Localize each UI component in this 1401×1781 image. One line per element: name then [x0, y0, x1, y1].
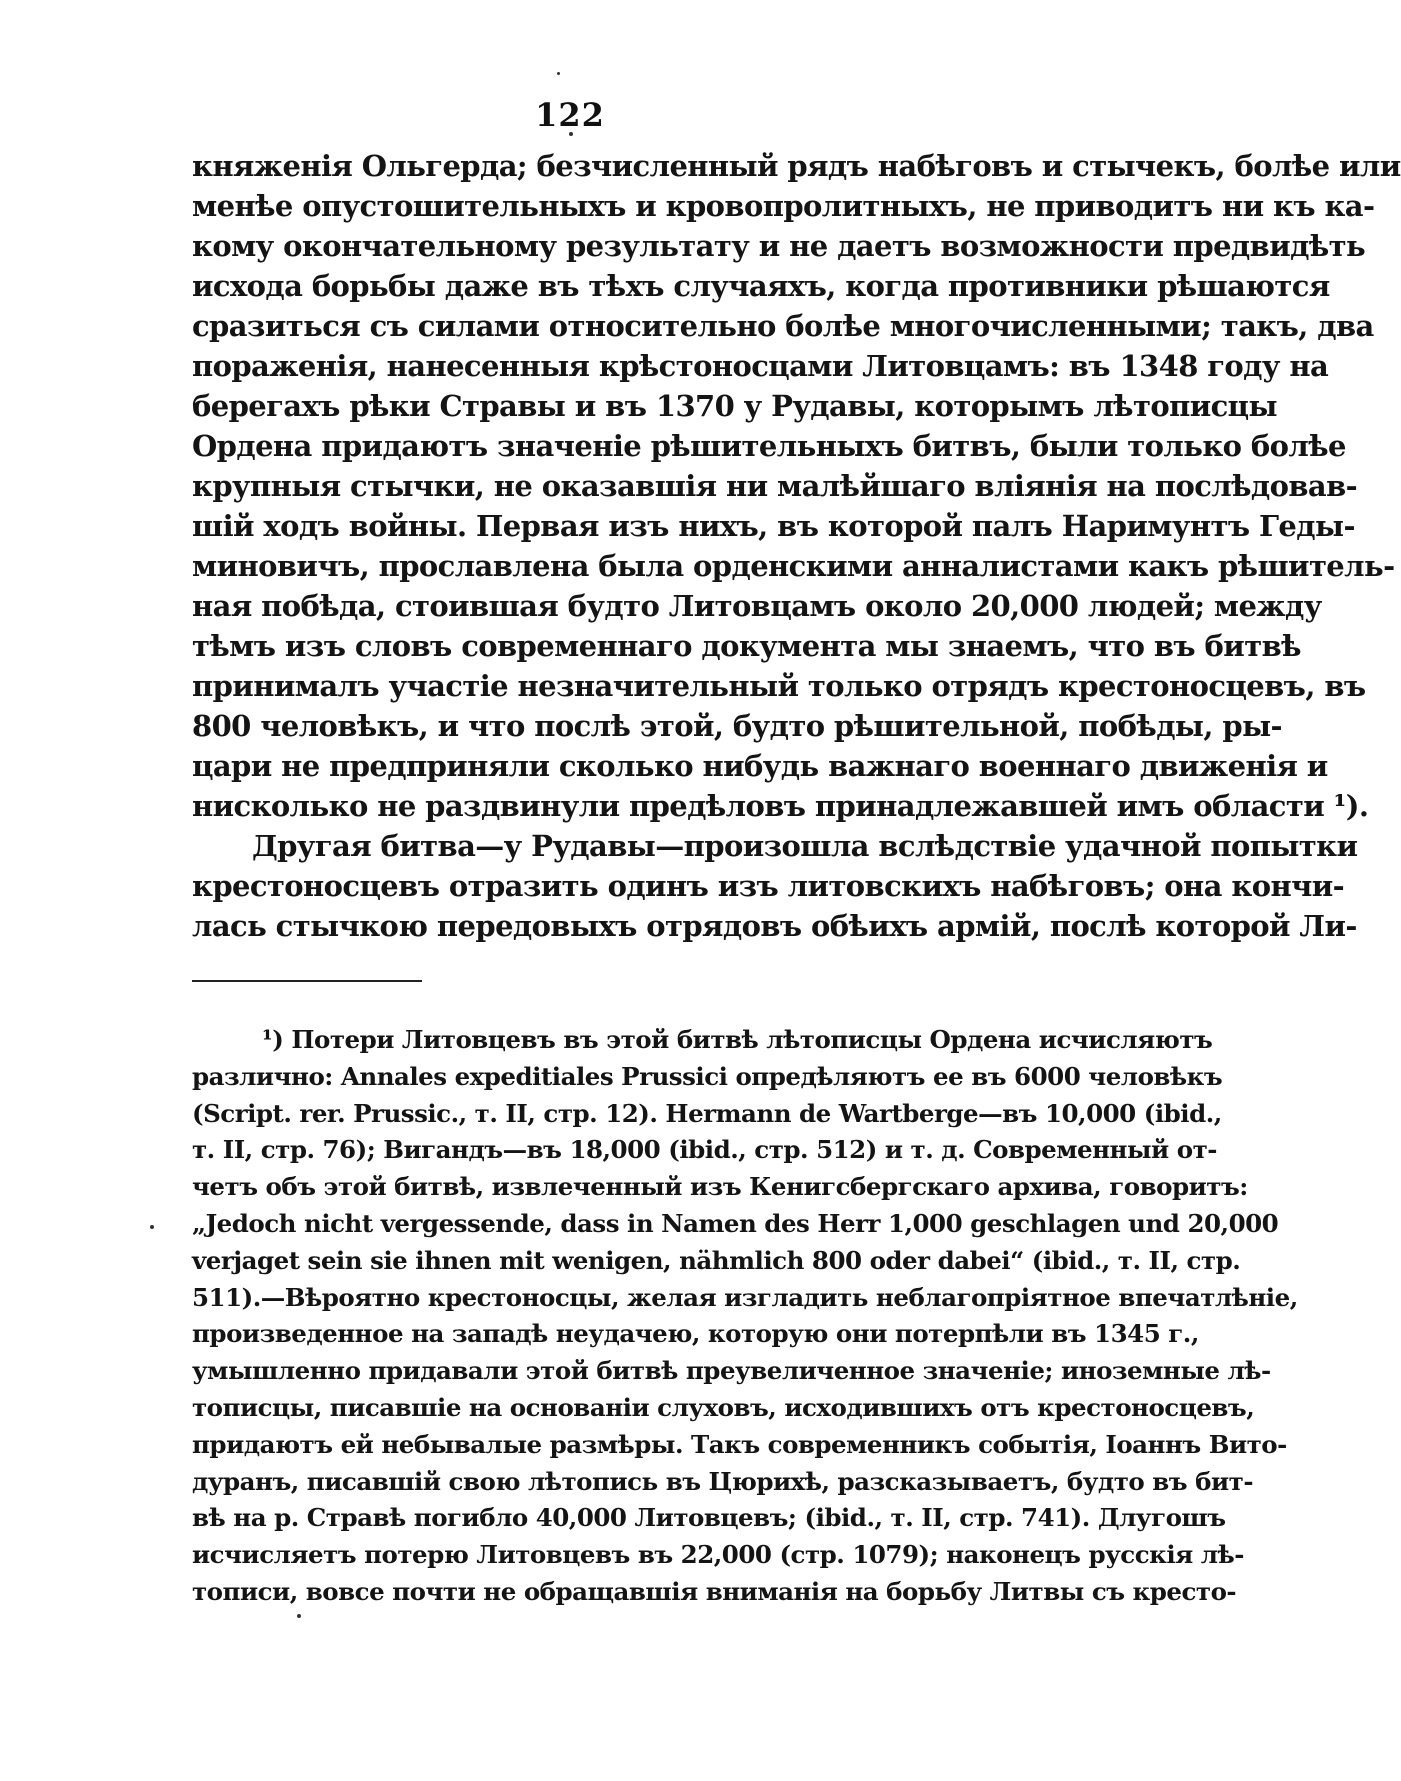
text-line: нисколько не раздвинули предѣловъ принадлежавшей имъ области ¹). — [192, 789, 1369, 823]
text-line: ная побѣда, стоившая будто Литовцамъ около 20,000 людей; между — [192, 589, 1322, 623]
footnote-line: дуранъ, писавшій свою лѣтопись въ Цюрихѣ, разсказываетъ, будто въ бит- — [192, 1466, 1253, 1496]
footnote-line: т. II, стр. 76); Вигандъ—въ 18,000 (ibid., стр. 512) и т. д. Современный от- — [192, 1135, 1217, 1165]
footnote-line: исчисляетъ потерю Литовцевъ въ 22,000 (стр. 1079); наконецъ русскія лѣ- — [192, 1540, 1244, 1570]
text-line: берегахъ рѣки Стравы и въ 1370 у Рудавы, которымъ лѣтописцы — [192, 389, 1277, 423]
text-line: менѣе опустошительныхъ и кровопролитныхъ, не приводитъ ни къ ка- — [192, 189, 1375, 223]
footnote-line: различно: Annales expeditiales Prussici опредѣляютъ ее въ 6000 человѣкъ — [192, 1061, 1223, 1091]
footnote-divider — [192, 980, 422, 982]
footnote-line: придаютъ ей небывалые размѣры. Такъ современникъ событія, Іоаннъ Вито- — [192, 1429, 1287, 1459]
footnote — [192, 1022, 1298, 1611]
text-line: княженія Ольгерда; безчисленный рядъ набѣговъ и стычекъ, болѣе или — [192, 149, 1401, 183]
text-line: крестоносцевъ отразить одинъ изъ литовскихъ набѣговъ; она кончи- — [192, 869, 1345, 903]
scan-speck — [557, 72, 560, 75]
page-number: 122 — [535, 96, 605, 134]
text-line: крупныя стычки, не оказавшія ни малѣйшаго вліянія на послѣдовав- — [192, 469, 1358, 503]
footnote-line: ¹) Потери Литовцевъ въ этой битвѣ лѣтописцы Ордена исчисляютъ — [262, 1025, 1213, 1054]
text-line: 800 человѣкъ, и что послѣ этой, будто рѣшительной, побѣды, ры- — [192, 709, 1282, 743]
text-line: кому окончательному результату и не даетъ возможности предвидѣть — [192, 229, 1366, 263]
text-line: Ордена придаютъ значеніе рѣшительныхъ битвъ, были только болѣе — [192, 429, 1346, 463]
footnote-line: умышленно придавали этой битвѣ преувеличенное значеніе; иноземные лѣ- — [192, 1356, 1271, 1386]
text-line: тѣмъ изъ словъ современнаго документа мы знаемъ, что въ битвѣ — [192, 629, 1301, 663]
text-line: лась стычкою передовыхъ отрядовъ обѣихъ армій, послѣ которой Ли- — [192, 909, 1357, 943]
text-line: миновичъ, прославлена была орденскими анналистами какъ рѣшитель- — [192, 549, 1395, 583]
footnote-line: вѣ на р. Стравѣ погибло 40,000 Литовцевъ; (ibid., т. II, стр. 741). Длугошъ — [192, 1503, 1226, 1533]
text-line: пораженія, нанесенныя крѣстоносцами Литовцамъ: въ 1348 году на — [192, 349, 1329, 383]
footnote-line: тописи, вовсе почти не обращавшія вниманія на борьбу Литвы съ кресто- — [192, 1576, 1237, 1606]
footnote-line: „Jedoch nicht vergessende, dass in Namen des Herr 1,000 geschlagen und 20,000 — [192, 1208, 1279, 1238]
footnote-line: (Script. rer. Prussic., т. II, стр. 12). Hermann de Wartberge—въ 10,000 (ibid., — [192, 1098, 1222, 1128]
text-line: принималъ участіе незначительный только отрядъ крестоносцевъ, въ — [192, 669, 1366, 703]
scan-speck — [150, 1225, 154, 1229]
scan-speck — [297, 1614, 301, 1618]
text-line: Другая битва—у Рудавы—произошла вслѣдствіе удачной попытки — [252, 829, 1358, 863]
text-line: шій ходъ войны. Первая изъ нихъ, въ которой палъ Наримунтъ Геды- — [192, 509, 1355, 543]
footnote-line: четъ объ этой битвѣ, извлеченный изъ Кенигсбергскаго архива, говоритъ: — [192, 1172, 1248, 1202]
text-line: исхода борьбы даже въ тѣхъ случаяхъ, когда противники рѣшаются — [192, 269, 1330, 303]
footnote-line: произведенное на западѣ неудачею, которую они потерпѣли въ 1345 г., — [192, 1319, 1199, 1349]
text-line: сразиться съ силами относительно болѣе многочисленными; такъ, два — [192, 309, 1374, 343]
footnote-line: verjaget sein sie ihnen mit wenigen, nähmlich 800 oder dabei“ (ibid., т. II, стр. — [192, 1245, 1241, 1275]
footnote-line: 511).—Вѣроятно крестоносцы, желая изгладить неблагопріятное впечатлѣніе, — [192, 1282, 1298, 1312]
text-line: цари не предприняли сколько нибудь важнаго военнаго движенія и — [192, 749, 1328, 783]
footnote-line: тописцы, писавшіе на основаніи слуховъ, исходившихъ отъ крестоносцевъ, — [192, 1392, 1255, 1422]
main-text — [192, 146, 1401, 946]
